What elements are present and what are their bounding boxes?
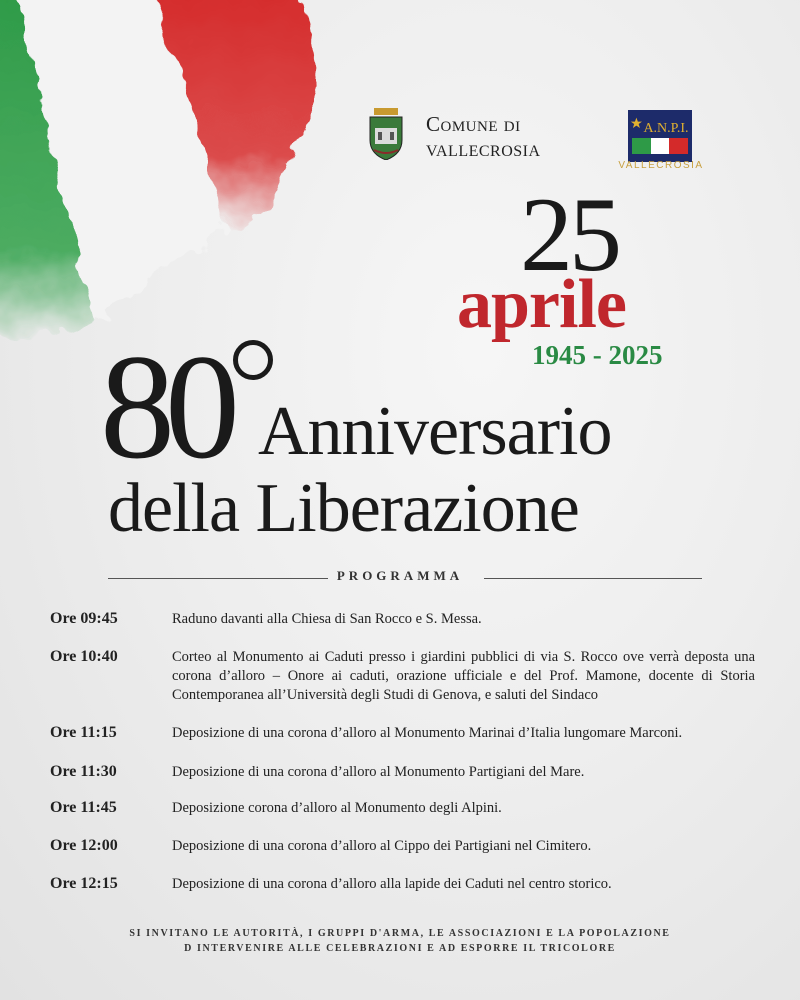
degree-symbol — [233, 340, 273, 380]
comune-crest-icon — [366, 108, 406, 160]
italian-flag-watercolor — [0, 0, 360, 360]
title-line2: della Liberazione — [108, 470, 579, 547]
schedule-desc: Deposizione di una corona d’alloro alla lapide dei Caduti nel centro storico. — [172, 876, 612, 892]
programma-heading: PROGRAMMA — [336, 568, 464, 583]
title-line1: Anniversario — [258, 393, 612, 470]
schedule-time: Ore 11:30 — [50, 763, 117, 780]
footer-line2: D INTERVENIRE ALLE CELEBRAZIONI E AD ESPORRE IL TRICOLORE — [184, 943, 616, 954]
schedule-desc: Deposizione di una corona d’alloro al Cippo dei Partigiani nel Cimitero. — [172, 838, 592, 854]
date-years: 1945 - 2025 — [532, 340, 663, 370]
date-month: aprile — [457, 266, 626, 343]
schedule-desc: Deposizione di una corona d’alloro al Monumento Marinai d’Italia lungomare Marconi. — [172, 725, 683, 741]
schedule-desc: Deposizione di una corona d’alloro al Monumento Partigiani del Mare. — [172, 764, 585, 780]
schedule-time: Ore 11:45 — [50, 799, 117, 816]
schedule-time: Ore 12:15 — [50, 875, 118, 892]
schedule-time: Ore 11:15 — [50, 724, 117, 741]
schedule-desc: Raduno davanti alla Chiesa di San Rocco e S. Messa. — [172, 611, 482, 627]
comune-line2: vallecrosia — [426, 136, 541, 161]
divider-left — [108, 578, 328, 579]
schedule-time: Ore 12:00 — [50, 837, 118, 854]
schedule-desc: Corteo al Monumento ai Caduti presso i giardini pubblici di via S. Rocco ove verrà deposta una corona d’alloro – Onore ai caduti, orazione ufficiale e del Prof. Mamone, docente di Storia Contemporanea all’Università degli Studi di Genova, e saluti del Sindaco — [172, 649, 755, 703]
footer-invitation — [60, 926, 740, 956]
date-day: 25 — [520, 176, 618, 293]
footer-line1: SI INVITANO LE AUTORITÀ, I GRUPPI D'ARMA, LE ASSOCIAZIONI E LA POPOLAZIONE — [129, 928, 671, 939]
divider-right — [484, 578, 702, 579]
schedule-time: Ore 09:45 — [50, 610, 118, 627]
anpi-subtitle: VALLECROSIA — [618, 160, 704, 171]
anniversary-number: 80 — [100, 324, 230, 490]
schedule-desc: Deposizione corona d’alloro al Monumento degli Alpini. — [172, 800, 502, 816]
schedule-time: Ore 10:40 — [50, 648, 118, 665]
anpi-label: A.N.P.I. — [643, 121, 689, 136]
comune-line1: Comune di — [426, 112, 521, 136]
